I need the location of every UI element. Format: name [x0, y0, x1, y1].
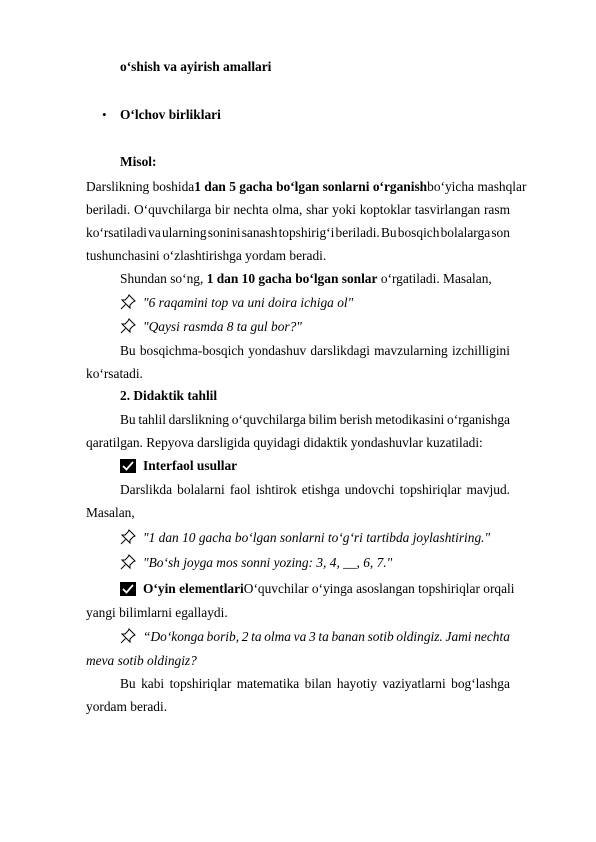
word: va: [293, 629, 307, 644]
paragraph-3-line-2: ko‘rsatadi.: [86, 366, 143, 381]
game-elements-line-2: yangi bilimlarni egallaydi.: [86, 605, 228, 620]
word: Darslikda: [120, 482, 173, 497]
example-4: "Bo‘sh joyga mos sonni yozing: 3, 4, __, 6, 7.": [143, 555, 393, 570]
bullet-dot: •: [102, 107, 107, 122]
word: vaziyatlarni: [382, 676, 446, 691]
word: tasvirlangan: [414, 202, 481, 217]
word: Jami: [445, 629, 472, 644]
checkbox-checked-icon: [120, 582, 136, 596]
pushpin-icon: [120, 554, 136, 570]
interactive-methods-heading: Interfaol usullar: [143, 458, 238, 473]
word: mavjud.: [466, 482, 510, 497]
word: topshirig‘i: [278, 225, 335, 240]
word: ishtirok: [255, 482, 297, 497]
word: mavzularning: [374, 343, 448, 358]
word: ularning: [161, 225, 207, 240]
word: bilim: [308, 412, 337, 427]
example-5-line-1: [143, 628, 510, 645]
word: “Do‘konga: [143, 629, 204, 644]
word: Bu: [120, 343, 136, 358]
paragraph-5-line-2: Masalan,: [86, 505, 135, 520]
word: matematika: [236, 676, 300, 691]
word: topshiriqlar: [399, 482, 462, 497]
word: Bu: [380, 225, 397, 240]
paragraph-4-line-1: [120, 411, 510, 428]
misol-label: Misol:: [120, 154, 157, 169]
word: oldingiz.: [396, 629, 443, 644]
word: beriladi.: [86, 202, 131, 217]
word: nechta: [474, 629, 510, 644]
word: etishga: [301, 482, 340, 497]
word: topshiriqlar: [169, 676, 232, 691]
example-1: "6 raqamini top va uni doira ichiga ol": [143, 295, 354, 310]
word: sonini: [207, 225, 241, 240]
paragraph-1-line-1: Darslikning boshida 1 dan 5 gacha bo‘lgan sonlarni o‘rganish bo‘yicha mashqlar: [86, 179, 527, 194]
word: olma,: [272, 202, 303, 217]
word: son: [491, 225, 510, 240]
word: bolalarga: [440, 225, 491, 240]
word: yoki: [332, 202, 356, 217]
word: koptoklar: [359, 202, 412, 217]
paragraph-1-line-4: tushunchasini o‘zlashtirishga yordam beradi.: [86, 248, 327, 263]
word: ko‘rsatiladi: [86, 225, 147, 240]
word: bilan: [304, 676, 332, 691]
top-line: o‘shish va ayirish amallari: [120, 59, 272, 74]
paragraph-2: Shundan so‘ng, 1 dan 10 gacha bo‘lgan sonlar o‘rgatiladi. Masalan,: [120, 271, 492, 286]
pushpin-icon: [120, 318, 136, 334]
example-2: "Qaysi rasmda 8 ta gul bor?": [143, 319, 302, 334]
word: borib,: [206, 629, 240, 644]
word: undovchi: [344, 482, 395, 497]
word: o‘quvchilarga: [231, 412, 306, 427]
word: yondashuv: [248, 343, 307, 358]
paragraph-3-line-1: [120, 342, 510, 359]
word: O‘quvchilarga: [134, 202, 212, 217]
pushpin-icon: [120, 294, 136, 310]
word: Bu: [120, 676, 136, 691]
example-3: "1 dan 10 gacha bo‘lgan sonlarni to‘g‘ri tartibda joylashtiring.": [143, 530, 491, 545]
word: bosqichma-bosqich: [139, 343, 244, 358]
word: rasm: [483, 202, 510, 217]
word: darslikning: [168, 412, 229, 427]
paragraph-1-line-2: [86, 201, 510, 218]
paragraph-5-line-1: [120, 481, 510, 498]
word: ta: [251, 629, 262, 644]
word: metodikasini: [375, 412, 445, 427]
word: hayotiy: [336, 676, 378, 691]
bullet-heading: O‘lchov birliklari: [120, 107, 221, 122]
word: bir: [214, 202, 230, 217]
word: sotib: [367, 629, 394, 644]
word: izchilligini: [451, 343, 510, 358]
word: shar: [306, 202, 329, 217]
word: sanash: [241, 225, 278, 240]
word: 3: [308, 629, 316, 644]
word: berish: [339, 412, 373, 427]
word: nechta: [233, 202, 269, 217]
word: bog‘lashga: [451, 676, 510, 691]
word: kabi: [141, 676, 165, 691]
paragraph-6-line-2: yordam beradi.: [86, 699, 168, 714]
word: darslikdagi: [310, 343, 370, 358]
pushpin-icon: [120, 628, 136, 644]
game-elements-line-1: O‘yin elementlari O‘quvchilar o‘yinga asoslangan topshiriqlar orqali: [143, 581, 515, 596]
word: Bu: [120, 412, 136, 427]
word: bosqich: [397, 225, 440, 240]
pushpin-icon: [120, 529, 136, 545]
word: beriladi.: [335, 225, 380, 240]
paragraph-6-line-1: [120, 675, 510, 692]
word: bolalarni: [177, 482, 225, 497]
section-heading: 2. Didaktik tahlil: [120, 388, 218, 403]
paragraph-4-line-2: qaratilgan. Repyova darsligida quyidagi didaktik yondashuvlar kuzatiladi:: [86, 435, 483, 450]
word: olma: [264, 629, 291, 644]
word: ta: [318, 629, 329, 644]
word: tahlil: [138, 412, 166, 427]
word: o‘rganishga: [447, 412, 510, 427]
checkbox-checked-icon: [120, 459, 136, 473]
example-5-line-2: meva sotib oldingiz?: [86, 653, 197, 668]
word: banan: [331, 629, 365, 644]
word: faol: [229, 482, 251, 497]
word: va: [148, 225, 161, 240]
paragraph-1-line-3: [86, 224, 510, 241]
word: 2: [241, 629, 249, 644]
